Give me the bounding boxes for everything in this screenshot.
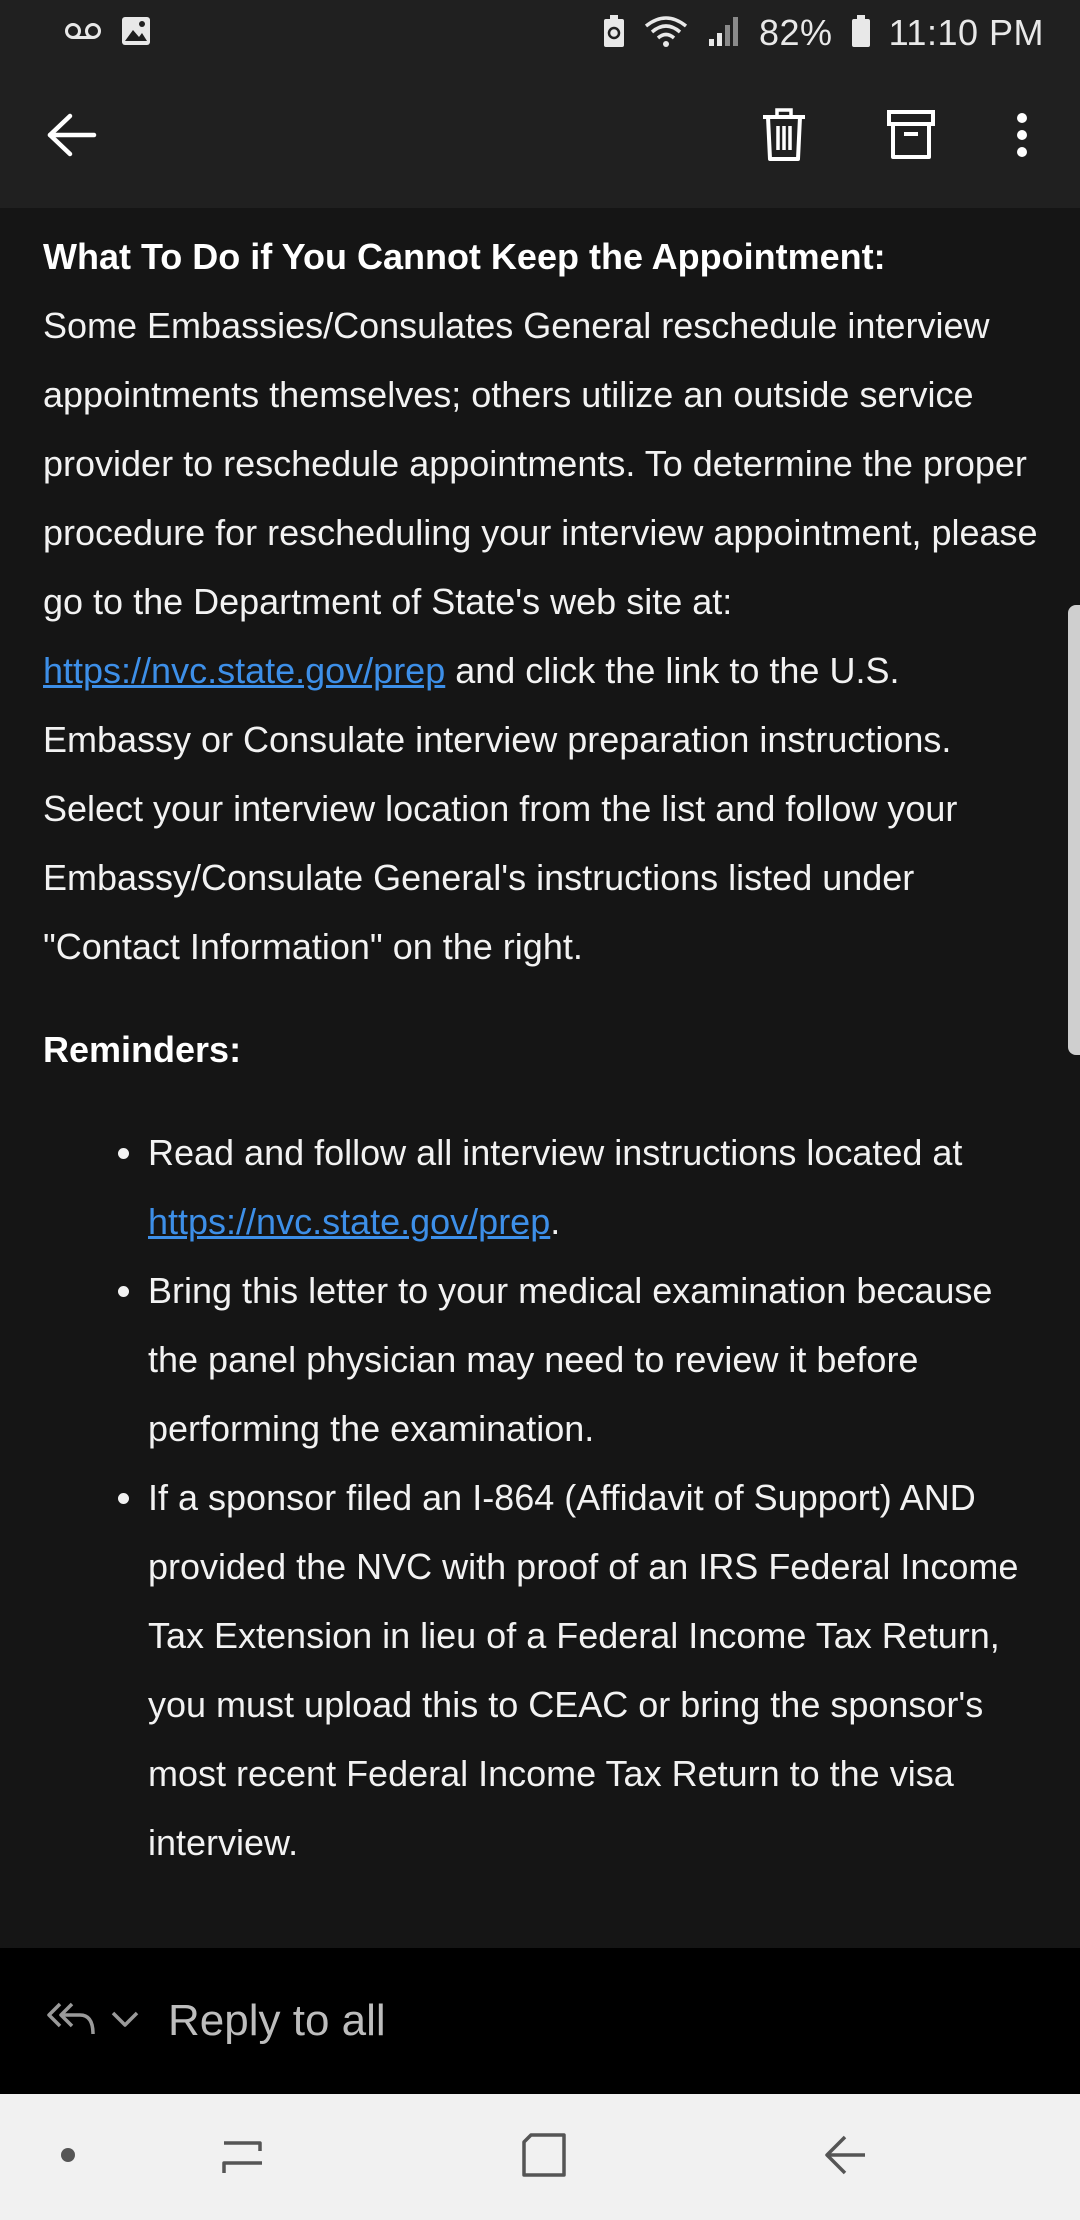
archive-button[interactable] <box>861 66 961 208</box>
back-button[interactable] <box>22 66 122 208</box>
nav-dot-button[interactable] <box>8 2094 128 2220</box>
reminder-suffix: . <box>550 1201 561 1242</box>
list-item: If a sponsor filed an I-864 (Affidavit of Support) AND provided the NVC with proof of an IRS Federal Income Tax Extension in lieu of a Federal Income Tax Return, you must upload this to CEAC or bring the sponsor's most recent Federal Income Tax Return to the visa interview. <box>148 1463 1038 1877</box>
image-icon <box>120 15 152 52</box>
back-icon <box>823 2133 869 2182</box>
battery-saver-icon <box>603 14 625 53</box>
archive-icon <box>887 110 935 165</box>
signal-icon <box>707 15 741 52</box>
nvc-prep-link-reminder[interactable]: https://nvc.state.gov/prep <box>148 1201 551 1242</box>
section-paragraph-reschedule <box>43 291 1038 981</box>
section-heading-reminders: Reminders: <box>43 1029 242 1070</box>
navigation-bar <box>0 2094 1080 2220</box>
more-options-button[interactable] <box>972 66 1072 208</box>
paragraph-text: Some Embassies/Consulates General reschedule interview appointments themselves; others utilize an outside service provider to reschedule appointments. To determine the proper procedure for rescheduling your interview appointment, please go to the Department of State's web site at: <box>43 305 1038 622</box>
reminder-text: Read and follow all interview instructions located at <box>148 1132 963 1173</box>
reply-all-icon[interactable] <box>46 2000 96 2043</box>
voicemail-icon <box>64 21 102 46</box>
app-bar <box>0 66 1080 208</box>
recent-apps-button[interactable] <box>183 2094 303 2220</box>
email-body <box>0 208 1080 1948</box>
status-right <box>603 12 1044 54</box>
scrollbar-thumb[interactable] <box>1068 605 1080 1055</box>
nav-dot-icon <box>60 2147 76 2168</box>
clock: 11:10 PM <box>888 12 1044 53</box>
spacer <box>43 981 1038 1015</box>
delete-icon <box>761 108 807 167</box>
battery-icon <box>851 14 871 53</box>
chevron-down-icon[interactable] <box>110 2010 140 2033</box>
status-bar <box>0 0 1080 66</box>
arrow-left-icon <box>46 113 98 162</box>
battery-percent: 82% <box>759 12 833 53</box>
nvc-prep-link[interactable]: https://nvc.state.gov/prep <box>43 650 446 691</box>
recent-apps-icon <box>220 2133 266 2182</box>
home-icon <box>521 2132 567 2183</box>
status-left <box>64 15 152 52</box>
delete-button[interactable] <box>734 66 834 208</box>
more-vert-icon <box>1015 112 1029 163</box>
section-heading-reschedule: What To Do if You Cannot Keep the Appointment: <box>43 236 886 277</box>
paragraph-text-continued: and click the link to the U.S. Embassy or Consulate interview preparation instructions. Select your interview location from the list and follow your Embassy/Consulate General's instructions listed under "Contact Information" on the right. <box>43 650 958 967</box>
list-item: Bring this letter to your medical examination because the panel physician may need to review it before performing the examination. <box>148 1256 1038 1463</box>
list-item <box>148 1118 1038 1256</box>
reply-to-all-label[interactable]: Reply to all <box>168 1996 386 2045</box>
reminders-list <box>43 1118 1038 1877</box>
back-nav-button[interactable] <box>786 2094 906 2220</box>
home-button[interactable] <box>484 2094 604 2220</box>
reply-bar[interactable] <box>0 1948 1080 2094</box>
wifi-icon <box>643 14 689 53</box>
